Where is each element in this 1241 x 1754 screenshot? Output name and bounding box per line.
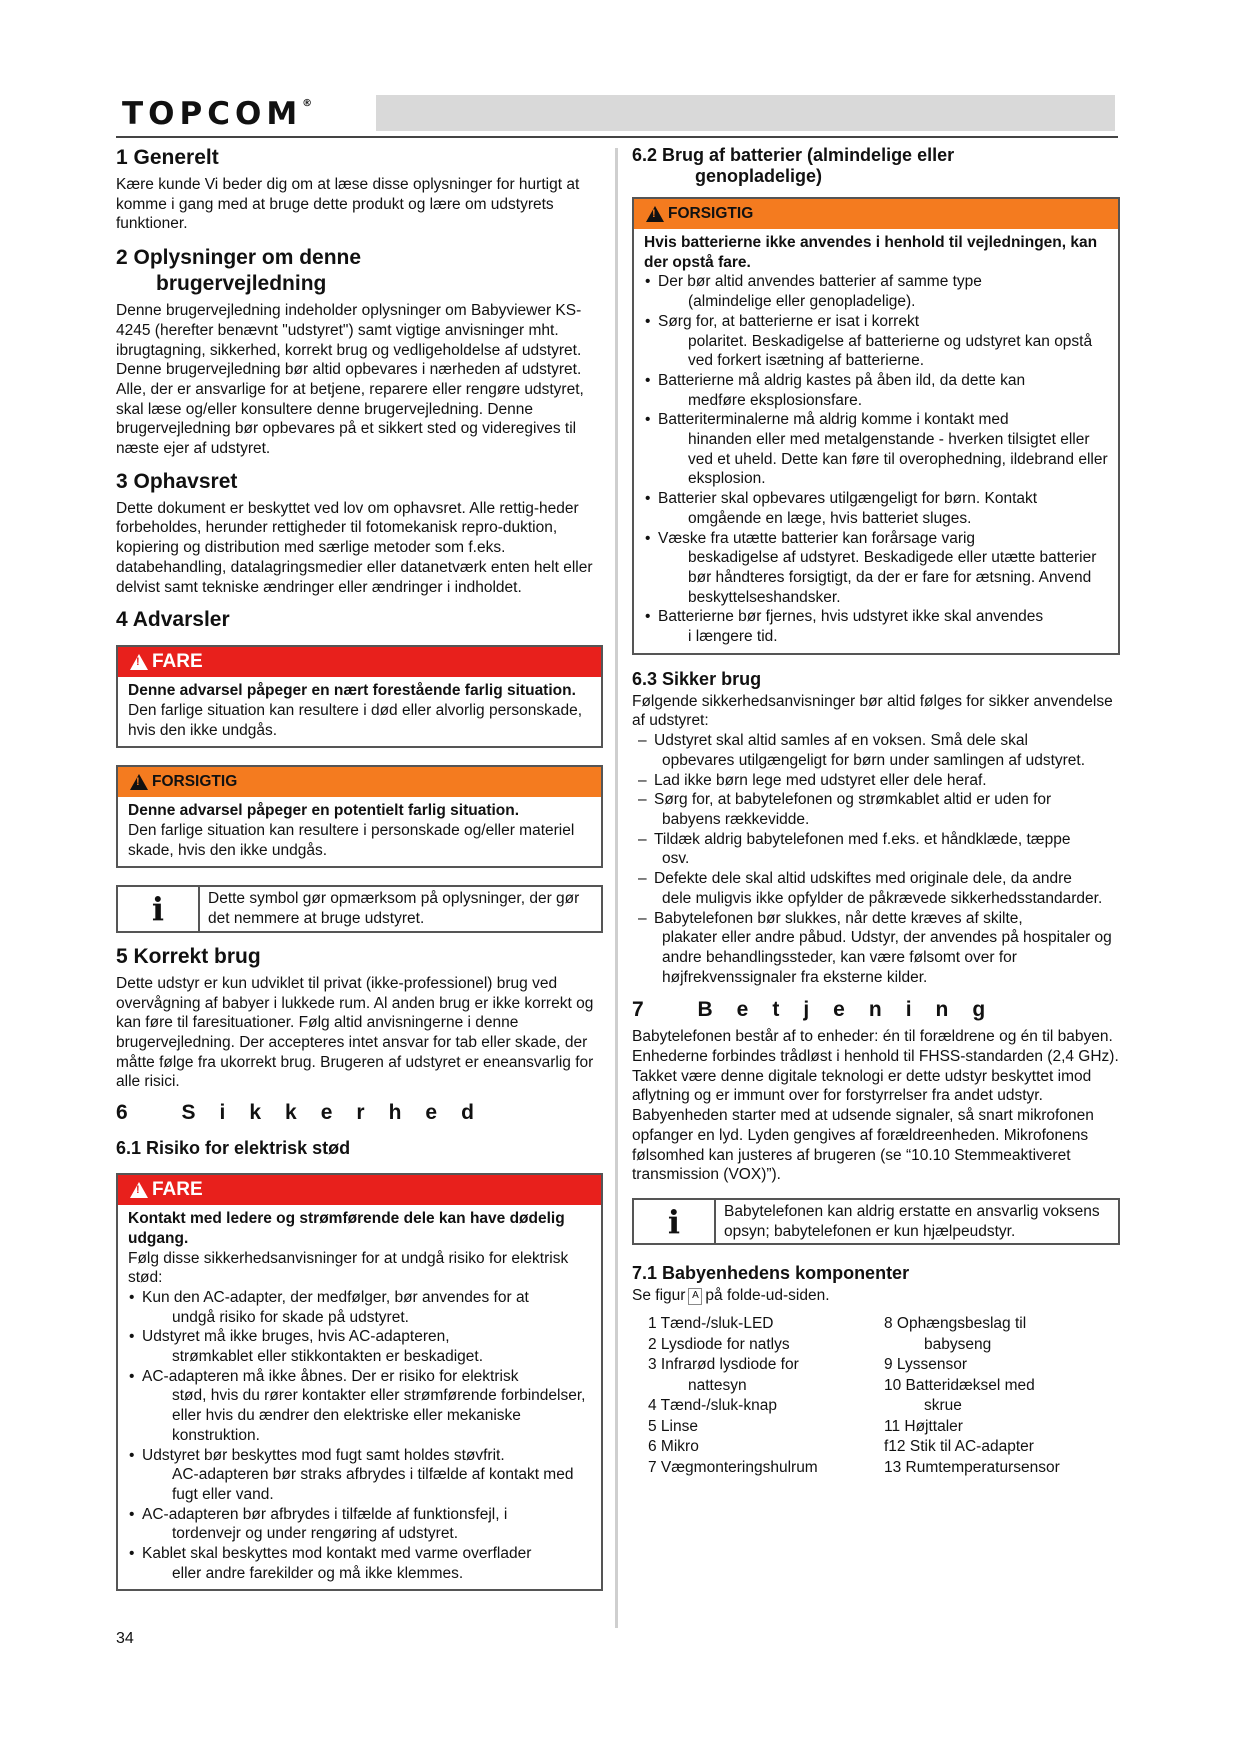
info-icon: i: [634, 1200, 716, 1243]
header-rule: [116, 136, 1118, 138]
section-2-title: 2 Oplysninger om denne brugervejledning: [116, 246, 362, 296]
component-list: [632, 1314, 1120, 1478]
section-7-para-2: Takket være denne digitale teknologi er dette udstyr beskyttet imod aflytning og er immunt over for forstyrrelser fra andet udstyr. Babyenheden starter med at udsende signaler, så snart mikrofonen opfanger en lyd. Lyden gengives af forældreenheden. Mikrofonens følsomhed kan justeres af brugeren (se “10.10 Stemmeaktiveret transmission (VOX)”).: [632, 1067, 1094, 1184]
electric-safety-list: [128, 1288, 591, 1584]
warning-triangle-icon: [130, 774, 148, 790]
safe-use-list: [632, 731, 1120, 987]
caution-header: ! FORSIGTIG: [118, 767, 601, 797]
section-7-para-1: Babytelefonen består af to enheder: én til forældrene og én til babyen. Enhederne forbindes trådløst i henhold til FHSS-standarden (2,4 GHz).: [632, 1028, 1119, 1066]
electric-danger-body: Kontakt med ledere og strømførende dele kan have dødelig udgang. Følg disse sikkerhedsanvisninger for at undgå risiko for elektrisk stød: • Kun den AC-adapter, der medfølger, bør anvendes for at undgå risiko for skade på udstyret. • Udstyret må ikke bruges, hvis AC-adapteren, strømkablet eller stikkontakten er beskadiget. • AC-adapteren må ikke åbnes. Der er risiko for elektrisk stød, hvis du rører kontakter eller strømførende forbindelser, eller hvis du ændrer den elektriske eller mekaniske konstruktion. • Udstyret bør beskyttes mod fugt samt holdes støvfrit. AC-adapteren bør straks afbrydes i tilfælde af kontakt med fugt eller vand. • AC-adapteren bør afbrydes i tilfælde af funktionsfejl, i tordenvejr og under rengøring af udstyret. • Kablet skal beskyttes mod kontakt med varme overflader eller andre farekilder og må ikke klemmes.: [118, 1205, 601, 1589]
column-divider: [615, 148, 618, 1628]
component-item: 1 Tænd-/sluk-LED: [648, 1315, 774, 1333]
caution-header: ! FORSIGTIG: [634, 199, 1118, 229]
figure-a-reference-icon: A: [688, 1288, 702, 1305]
caution-body: Denne advarsel påpeger en potentielt farlig situation. Den farlige situation kan resultere i personskade og/eller materiel skade, hvis den ikke undgås.: [128, 802, 575, 859]
section-6-2-title: 6.2 Brug af batterier (almindelige eller genopladelige): [632, 145, 955, 186]
list-item: • AC-adapteren må ikke åbnes. Der er risiko for elektrisk stød, hvis du rører kontakter eller strømførende forbindelser, eller hvis du ændrer den elektriske eller mekaniske konstruktion.: [128, 1367, 591, 1446]
info-box: [116, 885, 603, 932]
page-header: [116, 90, 1118, 142]
danger-box: [116, 645, 603, 748]
section-4-title: 4 Advarsler: [116, 608, 230, 632]
component-item: 7 Vægmonteringshulrum: [648, 1458, 818, 1476]
battery-caution-body: Hvis batterierne ikke anvendes i henhold til vejledningen, kan der opstå fare. • Der bør altid anvendes batterier af samme type (almindelige eller genopladelige). • Sørg for, at batterierne er isat i korrekt polaritet. Beskadigelse af batterierne og udstyret kan opstå ved forkert isætning af batterierne. • Batterierne må aldrig kastes på åben ild, da dette kan medføre eksplosionsfare. • Batteriterminalerne må aldrig komme i kontakt med hinanden eller med metalgenstande - hverken tilsigtet eller ved et uheld. Dette kan føre til overophedning, ildebrand eller eksplosion. • Batterier skal opbevares utilgængeligt for børn. Kontakt omgående en læge, hvis batteriet sluges. • Væske fra utætte batterier kan forårsage varig beskadigelse af udstyret. Beskadigede eller utætte batterier bør håndteres forsigtigt, da der er fare for ætsning. Anvend beskyttelseshandsker. • Batterierne bør fjernes, hvis udstyret ikke skal anvendes i længere tid.: [634, 229, 1118, 653]
section-3-text: Dette dokument er beskyttet ved lov om ophavsret. Alle rettig-heder forbeholdes, herunder rettigheder til fotomekanisk repro-duktion, kopiering og distribution med særlige metoder som f.eks. databehandling, datalagringsmedier eller datanetværk enten helt eller delvist samt tekniske ændringer eller ændringer i indholdet.: [116, 499, 593, 596]
list-item: • Udstyret bør beskyttes mod fugt samt holdes støvfrit. AC-adapteren bør straks afbrydes i tilfælde af kontakt med fugt eller vand.: [128, 1446, 591, 1505]
header-bar: [376, 95, 1115, 131]
list-item: • Batterierne må aldrig kastes på åben ild, da dette kan medføre eksplosionsfare.: [644, 371, 1108, 410]
battery-caution-box: [632, 197, 1120, 655]
section-7-1-intro: Se figur A på folde-ud-siden.: [632, 1287, 830, 1305]
section-6-1-title: 6.1 Risiko for elektrisk stød: [116, 1138, 351, 1159]
page-number: 34: [116, 1630, 134, 1647]
danger-header: ! FARE: [118, 647, 601, 677]
list-item: – Lad ikke børn lege med udstyret eller dele heraf.: [632, 771, 1120, 791]
component-item: 2 Lysdiode for natlys: [648, 1335, 790, 1353]
section-5-text: Dette udstyr er kun udviklet til privat (ikke-professionel) brug ved overvågning af babyer i lukkede rum. Al anden brug er ikke korrekt og kan føre til faresituationer. Følg altid anvisningerne i denne brugervejledning. Der accepteres intet ansvar for tab eller skade, der måtte følge fra ukorrekt brug. Brugeren af udstyret er eneansvarlig for alle risici.: [116, 974, 594, 1091]
warning-triangle-icon: [130, 654, 148, 670]
section-7-1-title: 7.1 Babyenhedens komponenter: [632, 1263, 910, 1284]
list-item: • Kun den AC-adapter, der medfølger, bør anvendes for at undgå risiko for skade på udstyret.: [128, 1288, 591, 1327]
info-text: Dette symbol gør opmærksom på oplysninger, der gør det nemmere at bruge udstyret.: [208, 890, 580, 928]
electric-danger-box: [116, 1173, 603, 1591]
list-item: – Defekte dele skal altid udskiftes med originale dele, da andre dele muligvis ikke opfylder de påkrævede sikkerhedsstandarder.: [632, 869, 1120, 908]
section-2-text: Denne brugervejledning indeholder oplysninger om Babyviewer KS-4245 (herefter benævnt "udstyret") samt vigtige anvisninger mht. ibrugtagning, sikkerhed, korrekt brug og vedligeholdelse af udstyret. Denne brugervejledning bør altid opbevares i nærheden af udstyret. Alle, der er ansvarlige for at betjene, reparere eller rengøre udstyret, skal læse og/eller konsultere denne brugervejledning. Denne brugervejledning bør opbevares på et sikkert sted og videregives til næste ejer af udstyret.: [116, 302, 584, 458]
list-item: • Sørg for, at batterierne er isat i korrekt polaritet. Beskadigelse af batterierne og udstyret kan opstå ved forkert isætning af batterierne.: [644, 312, 1108, 371]
list-item: • Batterierne bør fjernes, hvis udstyret ikke skal anvendes i længere tid.: [644, 607, 1108, 646]
component-list-right: [884, 1314, 1120, 1478]
component-list-left: [648, 1314, 884, 1478]
component-item: 13 Rumtemperatursensor: [884, 1458, 1060, 1476]
battery-safety-list: [644, 272, 1108, 646]
list-item: – Babytelefonen bør slukkes, når dette kræves af skilte, plakater eller andre påbud. Udstyr, der anvendes på hospitaler og andre behandlingssteder, kan være følsomt over for højfrekvenssignaler fra eksterne kilder.: [632, 909, 1120, 988]
caution-box: [116, 765, 603, 868]
section-5-title: 5 Korrekt brug: [116, 944, 261, 968]
component-item: 10 Batteridæksel med skrue: [884, 1376, 1035, 1415]
danger-header: ! FARE: [118, 1175, 601, 1205]
section-7-title: 7 Betjening: [632, 998, 1010, 1022]
left-column: [116, 145, 603, 1591]
component-item: 6 Mikro: [648, 1438, 699, 1456]
list-item: • AC-adapteren bør afbrydes i tilfælde af funktionsfejl, i tordenvejr og under rengøring af udstyret.: [128, 1505, 591, 1544]
list-item: • Batteriterminalerne må aldrig komme i kontakt med hinanden eller med metalgenstande - hverken tilsigtet eller ved et uheld. Dette kan føre til overophedning, ildebrand eller eksplosion.: [644, 410, 1108, 489]
info-icon: i: [118, 887, 200, 930]
info-text: Babytelefonen kan aldrig erstatte en ansvarlig voksens opsyn; babytelefonen er kun hjælpeudstyr.: [724, 1202, 1100, 1240]
component-item: 5 Linse: [648, 1417, 698, 1435]
list-item: • Væske fra utætte batterier kan forårsage varig beskadigelse af udstyret. Beskadigede eller utætte batterier bør håndteres forsigtigt, da der er fare for ætsning. Anvend beskyttelseshandsker.: [644, 529, 1108, 608]
section-1-text: Kære kunde Vi beder dig om at læse disse oplysninger for hurtigt at komme i gang med at bruge dette produkt og lære om udstyrets funktioner.: [116, 176, 580, 233]
list-item: • Kablet skal beskyttes mod kontakt med varme overflader eller andre farekilder og må ikke klemmes.: [128, 1544, 591, 1583]
section-6-title: 6 Sikkerhed: [116, 1101, 498, 1125]
component-item: 9 Lyssensor: [884, 1356, 967, 1374]
section-6-3-intro: Følgende sikkerhedsanvisninger bør altid følges for sikker anvendelse af udstyret:: [632, 692, 1113, 730]
list-item: – Sørg for, at babytelefonen og strømkablet altid er uden for babyens rækkevidde.: [632, 790, 1120, 829]
list-item: • Udstyret må ikke bruges, hvis AC-adapteren, strømkablet eller stikkontakten er beskadiget.: [128, 1327, 591, 1366]
list-item: • Batterier skal opbevares utilgængeligt for børn. Kontakt omgående en læge, hvis batteriet sluges.: [644, 489, 1108, 528]
topcom-logo: TOPCOM®: [122, 96, 313, 132]
warning-triangle-icon: [130, 1182, 148, 1198]
right-column: [632, 145, 1120, 1478]
section-6-3-title: 6.3 Sikker brug: [632, 668, 762, 689]
section-1-title: 1 Generelt: [116, 146, 219, 169]
component-item: 11 Højttaler: [884, 1417, 963, 1435]
warning-triangle-icon: [646, 206, 664, 222]
component-item: f12 Stik til AC-adapter: [884, 1438, 1034, 1456]
list-item: • Der bør altid anvendes batterier af samme type (almindelige eller genopladelige).: [644, 272, 1108, 311]
component-item: 4 Tænd-/sluk-knap: [648, 1397, 777, 1415]
component-item: 3 Infrarød lysdiode for nattesyn: [648, 1356, 799, 1394]
component-item: 8 Ophængsbeslag til babyseng: [884, 1315, 1027, 1353]
list-item: – Udstyret skal altid samles af en voksen. Små dele skal opbevares utilgængeligt for børn under samlingen af udstyret.: [632, 731, 1120, 770]
list-item: – Tildæk aldrig babytelefonen med f.eks. et håndklæde, tæppe osv.: [632, 830, 1120, 869]
info-box: [632, 1198, 1120, 1245]
danger-body: Denne advarsel påpeger en nært forestående farlig situation. Den farlige situation kan resultere i død eller alvorlig personskade, hvis den ikke undgås.: [128, 682, 583, 739]
section-3-title: 3 Ophavsret: [116, 469, 238, 493]
